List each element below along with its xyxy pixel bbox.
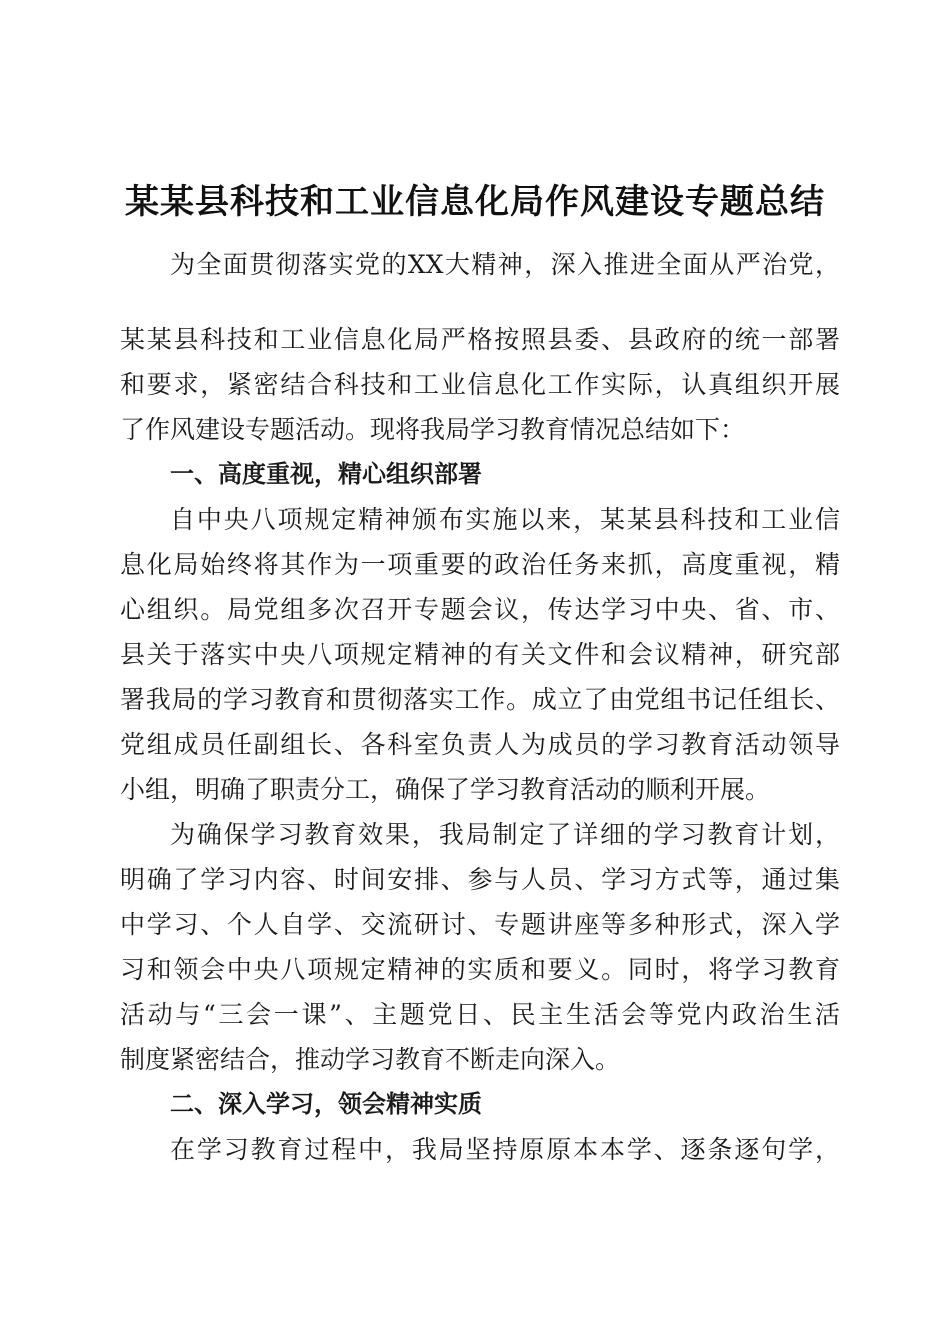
section-heading: 二、深入学习，领会精神实质 xyxy=(170,1090,482,1118)
paragraph-line: 某某县科技和工业信息化局严格按照县委、县政府的统一部署 xyxy=(120,325,840,354)
paragraph-line: 了作风建设专题活动。现将我局学习教育情况总结如下： xyxy=(120,415,746,444)
paragraph-line: 为确保学习教育效果，我局制定了详细的学习教育计划， xyxy=(170,820,840,849)
paragraph-line: 党组成员任副组长、各科室负责人为成员的学习教育活动领导 xyxy=(120,730,840,759)
paragraph-line: 署我局的学习教育和贯彻落实工作。成立了由党组书记任组长、 xyxy=(120,685,840,714)
paragraph-line: 自中央八项规定精神颁布实施以来，某某县科技和工业信 xyxy=(170,505,840,534)
paragraph-line: 制度紧密结合，推动学习教育不断走向深入。 xyxy=(120,1045,621,1074)
paragraph-line: 县关于落实中央八项规定精神的有关文件和会议精神，研究部 xyxy=(120,640,840,669)
paragraph-line: 习和领会中央八项规定精神的实质和要义。同时，将学习教育 xyxy=(120,955,840,984)
paragraph-line: 明确了学习内容、时间安排、参与人员、学习方式等，通过集 xyxy=(120,865,840,894)
document-title: 某某县科技和工业信息化局作风建设专题总结 xyxy=(125,182,825,222)
paragraph-line: 中学习、个人自学、交流研讨、专题讲座等多种形式，深入学 xyxy=(120,910,840,939)
paragraph-line: 小组，明确了职责分工，确保了学习教育活动的顺利开展。 xyxy=(120,775,771,804)
paragraph-line: 在学习教育过程中，我局坚持原原本本学、逐条逐句学， xyxy=(170,1135,840,1164)
paragraph-line: 活动与“三会一课”、主题党日、民主生活会等党内政治生活 xyxy=(120,1000,840,1029)
paragraph-line: 和要求，紧密结合科技和工业信息化工作实际，认真组织开展 xyxy=(120,370,840,399)
paragraph-line: 心组织。局党组多次召开专题会议，传达学习中央、省、市、 xyxy=(120,595,840,624)
paragraph-line: 息化局始终将其作为一项重要的政治任务来抓，高度重视，精 xyxy=(120,550,840,579)
section-heading: 一、高度重视，精心组织部署 xyxy=(170,460,482,488)
paragraph-line: 为全面贯彻落实党的XX大精神，深入推进全面从严治党， xyxy=(170,250,840,279)
